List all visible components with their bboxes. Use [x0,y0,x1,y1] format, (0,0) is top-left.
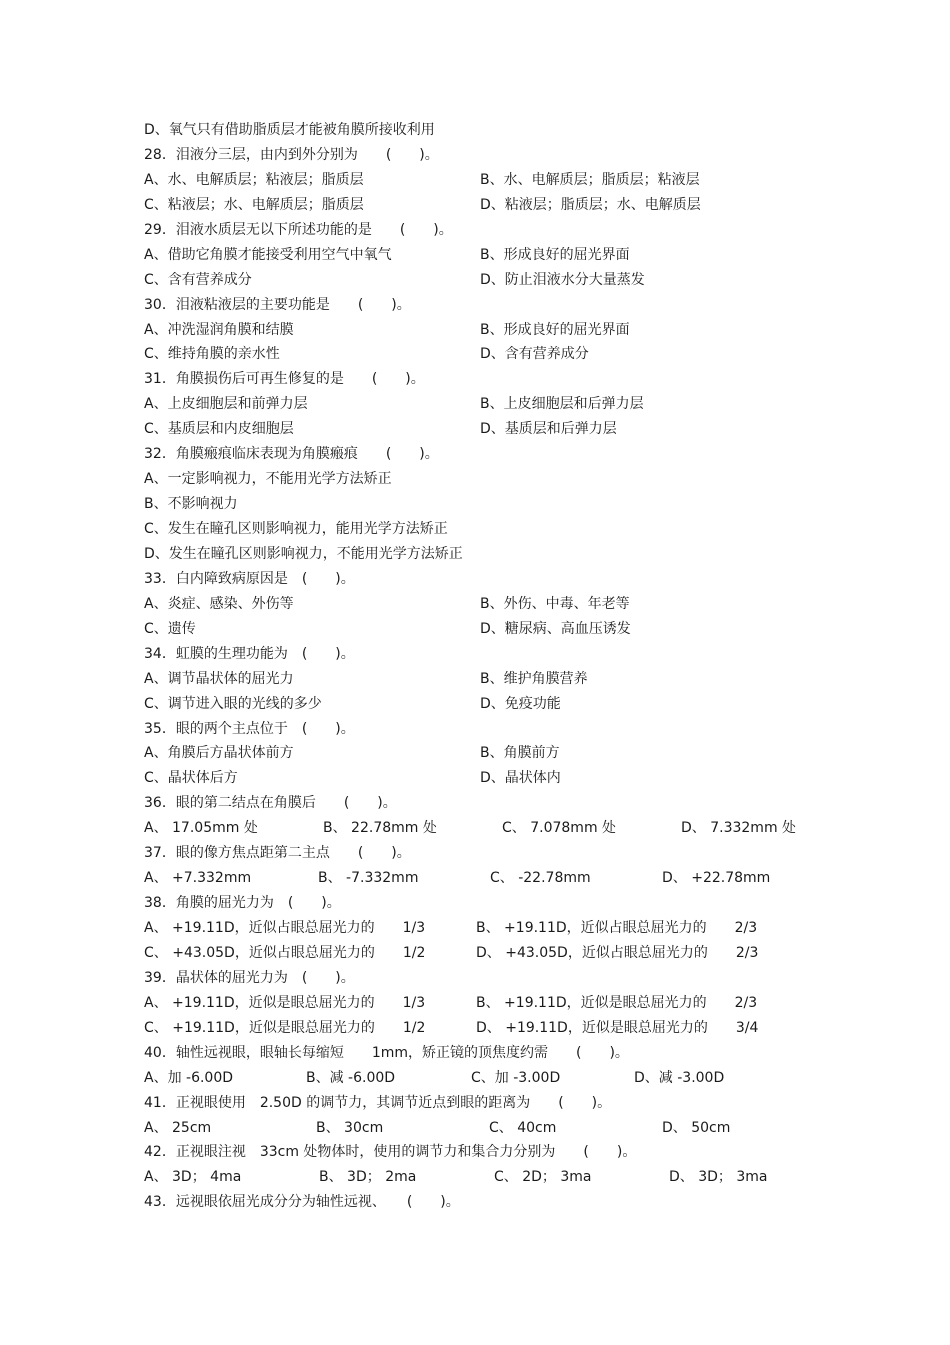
option-b: B、上皮细胞层和后弹力层 [480,396,644,413]
option-row [144,193,824,218]
option-a: A、加 -6.00D [144,1069,234,1086]
option-a: A、 +19.11D，近似是眼总屈光力的 1/3 [144,994,426,1011]
line-text: 31．角膜损伤后可再生修复的是 ( )。 [144,371,425,388]
option-b: B、外伤、中毒、年老等 [480,595,630,612]
option-c: C、 7.078mm 处 [502,820,617,837]
option-row [144,592,824,617]
option-b: B、形成良好的屈光界面 [480,321,630,338]
line-text: C、发生在瞳孔区则影响视力，能用光学方法矫正 [144,521,448,537]
option-row [144,991,824,1016]
option-c: C、 -22.78mm [490,870,591,887]
text-line [144,293,824,318]
line-text: 28．泪液分三层，由内到外分别为 ( )。 [144,146,439,163]
option-b: D、晶状体内 [480,770,561,787]
option-b: D、防止泪液水分大量蒸发 [480,271,645,288]
option-row [144,268,824,293]
option-row [144,1016,824,1041]
option-a: A、 +7.332mm [144,870,252,887]
option-row [144,617,824,642]
option-b: D、糖尿病、高血压诱发 [480,620,631,637]
option-row [144,866,824,891]
option-row [144,318,824,343]
option-row [144,816,824,841]
option-b: B、形成良好的屈光界面 [480,246,630,263]
line-text: D、发生在瞳孔区则影响视力，不能用光学方法矫正 [144,545,463,562]
text-line [144,717,824,742]
line-text: 38．角膜的屈光力为 ( )。 [144,895,341,912]
text-line [144,492,824,517]
option-row [144,941,824,966]
text-line [144,791,824,816]
line-text: 33．白内障致病原因是 ( )。 [144,570,355,587]
text-line [144,891,824,916]
option-b: B、减 -6.00D [306,1069,396,1086]
text-line [144,467,824,492]
question-list [144,118,824,1215]
option-a: A、借助它角膜才能接受利用空气中氧气 [144,246,392,263]
line-text: D、氧气只有借助脂质层才能被角膜所接收利用 [144,122,435,138]
line-text: A、一定影响视力，不能用光学方法矫正 [144,471,392,488]
text-line [144,642,824,667]
text-line [144,517,824,542]
line-text: 32．角膜瘢痕临床表现为角膜瘢痕 ( )。 [144,446,439,463]
option-a: A、角膜后方晶状体前方 [144,745,294,762]
option-row [144,342,824,367]
option-d: D、 3D； 3ma [669,1169,768,1186]
option-b: B、 +19.11D，近似占眼总屈光力的 2/3 [476,920,758,936]
option-a: A、 3D； 4ma [144,1169,242,1186]
option-b: B、维护角膜营养 [480,670,588,687]
text-line [144,542,824,567]
option-a: A、炎症、感染、外伤等 [144,595,294,612]
option-c: C、 40cm [489,1119,557,1136]
line-text: 40．轴性远视眼，眼轴长每缩短 1mm，矫正镜的顶焦度约需 ( )。 [144,1044,629,1061]
option-b: B、水、电解质层；脂质层；粘液层 [480,171,700,188]
option-row [144,168,824,193]
option-d: D、减 -3.00D [634,1069,725,1086]
text-line [144,1140,824,1165]
option-a: C、晶状体后方 [144,770,238,787]
option-d: D、 7.332mm 处 [681,820,797,837]
line-text: 37．眼的像方焦点距第二主点 ( )。 [144,845,411,862]
text-line [144,1190,824,1215]
line-text: 41．正视眼使用 2.50D 的调节力，其调节近点到眼的距离为 ( )。 [144,1094,612,1111]
option-a: C、基质层和内皮细胞层 [144,421,294,438]
option-b: D、粘液层；脂质层；水、电解质层 [480,196,701,213]
option-b: B、 -7.332mm [318,870,419,887]
option-d: D、 50cm [662,1119,731,1136]
option-row [144,1165,824,1190]
option-a: C、粘液层；水、电解质层；脂质层 [144,196,364,213]
option-b: B、 22.78mm 处 [323,820,437,837]
option-a: C、 +43.05D，近似占眼总屈光力的 1/2 [144,944,426,961]
text-line [144,367,824,392]
option-a: C、维持角膜的亲水性 [144,346,280,363]
option-b: D、含有营养成分 [480,346,589,363]
option-a: A、冲洗湿润角膜和结膜 [144,321,294,338]
text-line [144,1091,824,1116]
line-text: 34．虹膜的生理功能为 ( )。 [144,645,355,662]
line-text: 35．眼的两个主点位于 ( )。 [144,720,355,737]
option-row [144,417,824,442]
option-c: C、加 -3.00D [471,1069,561,1086]
option-b: B、角膜前方 [480,745,560,762]
option-a: C、 +19.11D，近似是眼总屈光力的 1/2 [144,1019,426,1036]
line-text: 42．正视眼注视 33cm 处物体时，使用的调节力和集合力分别为 ( )。 [144,1144,637,1161]
option-row [144,392,824,417]
line-text: 39．晶状体的屈光力为 ( )。 [144,969,355,986]
option-b: B、 +19.11D，近似是眼总屈光力的 2/3 [476,994,758,1011]
line-text: B、不影响视力 [144,496,238,513]
option-row [144,692,824,717]
text-line [144,143,824,168]
text-line [144,442,824,467]
option-row [144,243,824,268]
option-a: C、含有营养成分 [144,271,252,288]
option-d: D、 +22.78mm [662,870,771,887]
option-a: A、水、电解质层；粘液层；脂质层 [144,171,364,188]
option-row [144,766,824,791]
option-a: A、 25cm [144,1119,212,1136]
option-row [144,1116,824,1141]
line-text: 30．泪液粘液层的主要功能是 ( )。 [144,296,411,313]
option-a: C、遗传 [144,620,196,637]
text-line [144,1041,824,1066]
option-c: C、 2D； 3ma [494,1169,592,1186]
text-line [144,567,824,592]
text-line [144,218,824,243]
text-line [144,118,824,143]
line-text: 43．远视眼依屈光成分分为轴性远视、 ( )。 [144,1194,460,1211]
option-a: A、 17.05mm 处 [144,820,258,837]
option-b: D、 +43.05D，近似占眼总屈光力的 2/3 [476,944,759,961]
option-a: C、调节进入眼的光线的多少 [144,695,322,712]
text-line [144,841,824,866]
option-b: B、 3D； 2ma [319,1169,417,1186]
line-text: 36．眼的第二结点在角膜后 ( )。 [144,795,397,812]
option-b: D、基质层和后弹力层 [480,421,617,438]
option-a: A、 +19.11D，近似占眼总屈光力的 1/3 [144,920,426,936]
option-a: A、上皮细胞层和前弹力层 [144,396,308,413]
text-line [144,966,824,991]
option-b: D、 +19.11D，近似是眼总屈光力的 3/4 [476,1019,759,1036]
option-b: D、免疫功能 [480,695,561,712]
option-row [144,916,824,941]
option-a: A、调节晶状体的屈光力 [144,670,294,687]
option-row [144,1066,824,1091]
line-text: 29．泪液水质层无以下所述功能的是 ( )。 [144,221,453,238]
option-b: B、 30cm [316,1119,384,1136]
option-row [144,667,824,692]
option-row [144,741,824,766]
